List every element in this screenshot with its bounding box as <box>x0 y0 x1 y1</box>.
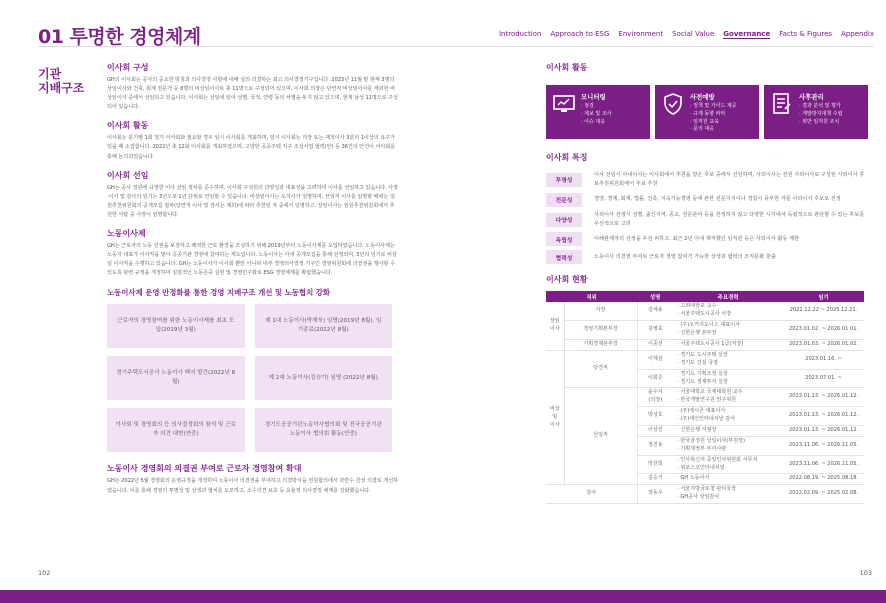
row-group: 비상임 이사 <box>546 350 564 484</box>
section-labor-director-text: GH는 근로자의 노동 인권을 보장하고 쾌적한 근로 환경을 조성하기 위해 2019년부터 노동이사제를 도입하였습니다. 노동이사제는 노동자 대표가 이사직을 맡아 공공기관 경영에 참여하는 제도입니다. 노동이사는 사내 공개모집을 통해 선정되며, 3년의 임기로 비상임 이사직을 수행하고 있습니다. GH는 노동이사가 이사회 뿐만 아니라 내부 경영의사결정 기구인 경영위원회에 의결권을 행사할 수 있도록 관련 규정을 개정하여 실질적인 노동존중 실현 및 경영민주화로 ESG 경영체계를 확립했습니다. <box>107 243 397 277</box>
milestone-box: 이사회 및 경영회의 등 의사결정회의 참석 및 근로자 의견 대변(연중) <box>107 408 245 452</box>
board-features-list <box>546 171 868 264</box>
section-board-activity-text: 이사회는 분기별 1회 정기 이사회와 필요할 경우 임시 이사회를 개최하며, 임시 이사회는 의장 또는 재적이사 3분의 1이상의 요구가 있을 때 소집합니다. 2022년 총 12회 이사회를 개최하였으며, 고양한 공공주택 지구 조성사업 협력(안) 등 36건의 안건이 이사회를 통해 논의되었습니다. <box>107 135 396 160</box>
row-name: 김승기 <box>637 474 673 485</box>
activity-item: · 이슈 대응 <box>581 118 606 125</box>
row-name: 이종선 <box>637 339 673 350</box>
row-name: 김세용 <box>637 302 673 320</box>
row-career <box>673 436 783 455</box>
career-item: · (주)대인인터내셔날 감사 <box>677 416 736 423</box>
activity-card-title: 사후관리 <box>799 93 824 101</box>
career-item: · 신한은행 지점장 <box>677 426 717 433</box>
milestone-box: 경기주택도시공사 노동이사 백서 발간(2022년 8월) <box>107 356 245 400</box>
monitor-icon <box>552 92 576 116</box>
row-term: 2023.07.01. ~ <box>783 369 864 388</box>
career-item: · 서울주택도시공사 1급(처장) <box>677 340 744 347</box>
feature-tag: 투명성 <box>546 173 582 187</box>
board-status-table <box>546 291 864 504</box>
table-row <box>546 321 864 340</box>
row-role: 경영기획본부장 <box>564 321 637 340</box>
table-row <box>546 339 864 350</box>
career-item: · 기획재정부 부이사관 <box>677 445 727 452</box>
row-name: 이희준 <box>637 369 673 388</box>
col-header-position: 직위 <box>546 291 637 302</box>
nav-environment[interactable]: Environment <box>618 30 664 38</box>
activity-card-monitoring <box>546 85 650 139</box>
section-voting-rights-title: 노동이사 경영회의 의결권 부여로 근로자 경영참여 확대 <box>107 464 302 474</box>
activity-item: · 문의 대응 <box>690 126 715 133</box>
row-role: 선임직 <box>564 388 637 485</box>
row-term: 2023.01.02. ~ 2026.01.01. <box>783 321 864 340</box>
row-role: 당연직 <box>564 350 637 388</box>
milestone-box: 경기도공공기관노동이사협의회 및 전국공공기관노동이사 협의회 활동(연중) <box>255 408 393 452</box>
feature-row <box>546 193 868 207</box>
board-activity-cards <box>546 85 868 139</box>
feature-desc: 이해관계자의 선정을 우선 피하고, 최근 2년 이내 재직했던 임직원 등은 사외이사 활동 제한 <box>594 235 800 242</box>
career-item: · 서울지방국토청 관리국장 <box>677 486 737 493</box>
row-career <box>673 321 783 340</box>
row-role: 기획경제본부장 <box>564 339 637 350</box>
left-column <box>107 62 399 496</box>
feature-row <box>546 171 868 189</box>
feature-tag: 다양성 <box>546 213 582 227</box>
row-term: 2023.11.06. ~ 2026.11.05. <box>783 455 864 474</box>
footer-bar <box>0 590 886 603</box>
table-row <box>546 350 864 369</box>
career-item: · 신한은행 본부장 <box>677 330 717 337</box>
row-career <box>673 485 783 504</box>
section-board-composition-title: 이사회 구성 <box>107 63 149 72</box>
header-divider <box>38 46 874 47</box>
row-name: 김병효 <box>637 321 673 340</box>
milestone-box: 제 2대 노동이사(김승기) 임명 (2022년 8월) <box>255 356 393 400</box>
board-status-body <box>546 302 864 503</box>
board-status-heading: 이사회 현황 <box>546 275 588 285</box>
row-career <box>673 388 783 407</box>
activity-item: · 정책 및 가이드 제공 <box>690 103 737 109</box>
feature-tag: 전문성 <box>546 193 582 207</box>
section-voting-rights-text: GH는 2022년 5월 경영회의 운영규정을 개정하여 노동이사 의결권을 부여하고 의결방식을 전원합의에서 과반수 찬성 의결로 개선하였습니다. 이를 통해 경영의 투명성 및 상생과 협치를 도모하고, 소수의견 보호 등 효율적 의사결정 체계를 강화했습니다. <box>107 478 398 494</box>
nav-appendix[interactable]: Appendix <box>841 30 874 38</box>
board-features-heading: 이사회 특징 <box>546 153 588 162</box>
section-labor-director-title: 노동이사제 <box>107 229 146 239</box>
row-career <box>673 474 783 485</box>
feature-tag: 독립성 <box>546 232 582 246</box>
activity-item: · 위반 임직원 조치 <box>799 118 840 125</box>
row-term: 2023.01.13. ~ 2026.01.12. <box>783 407 864 426</box>
activity-item: · 재발방지대책 수립 <box>799 110 843 117</box>
activity-card-title: 사전예방 <box>690 93 715 101</box>
row-term: 2023.01.13. ~ 2026.01.12. <box>783 425 864 436</box>
labor-director-subtitle: 노동이사제 운영 안정화를 통한 경영 지배구조 개선 및 노동협치 강화 <box>107 288 331 298</box>
nav-governance[interactable]: Governance <box>723 30 771 38</box>
section-board-composition-text: GH의 이사회는 공사의 중요한 방침과 의사결정 사항에 대해 심의·의결하는 최고 의사결정기구입니다. 2023년 11월 말 현재 3명의 상임이사와 건축, 회계 전문가 등 8명의 비상임이사로 총 11명으로 구성되어 있으며, 이사회 의장은 단연직 비상임이사를 제외한 비상임이사 중에서 선임되고 있습니다. 이사회는 선임에 있어 성별, 국적, 연령 등의 차별을 두지 않고 있으며, 현재 남성 11명으로 구성되어 있습니다. <box>107 77 398 111</box>
row-name: 장동우 <box>637 485 673 504</box>
activity-card-prevention <box>655 85 759 139</box>
col-header-career: 주요경력 <box>673 291 783 302</box>
col-header-term: 임기 <box>783 291 864 302</box>
row-career <box>673 455 783 474</box>
row-name: 이상진 <box>637 425 673 436</box>
feature-desc: 노동이사 의결권 부여로 근로자 경영 참여가 가능한 상생과 협력의 조직문화 창출 <box>594 253 776 260</box>
section-board-appointment-text: GH는 공사 정관에 규정한 이사 선임 절차를 준수하며, 이사회 구성원의 다양성과 대표성을 고려하여 이사를 선임하고 있습니다. 사장·이사 및 감사의 임기는 3년으로 1년 단위로 연임할 수 있습니다. 비상임이사는 도지사가 임명하며, 선임직 이사를 임명할 때에는 임원추천위원회의 공개모집 절차(당연직 이사 및 감사는 제외)에 따라 추천된 자 중에서 임명하고, 상임이사는 임원추천위원회에서 추천한 사람 중 사장이 임명합니다. <box>107 184 398 218</box>
milestone-box: 제 1대 노동이사(박재욱) 임명(2019년 8월), 임기종료(2022년 8월) <box>255 304 393 348</box>
row-name: 박찬희 <box>637 455 673 474</box>
side-title-line2: 지배구조 <box>38 80 85 95</box>
feature-row <box>546 232 868 246</box>
row-term: 2022.08.19. ~ 2025.08.18. <box>783 474 864 485</box>
career-item: · 한국감정원 상임이사(부원장) <box>677 437 745 444</box>
career-item: · 고려대학교 교수 <box>677 303 717 310</box>
career-item: · GH공사 상임감사 <box>677 494 720 501</box>
row-name: 윤우식 (의장) <box>637 388 673 407</box>
row-term: 2022.12.22 ~ 2025.12.21. <box>783 302 864 320</box>
feature-desc: 사외이사 선정시 성별, 출신지역, 종교, 전문분야 등을 한정하지 않고 다양한 시각에서 독립적으로 판단할 수 있는 후보를 우선적으로 고려 <box>594 211 865 227</box>
table-row <box>546 485 864 504</box>
section-board-activity-title: 이사회 활동 <box>107 121 149 131</box>
row-career <box>673 302 783 320</box>
row-career <box>673 425 783 436</box>
feature-row <box>546 211 868 229</box>
career-item: · (주)엑시콘 대표이사 <box>677 408 726 415</box>
activity-item: · 점검 <box>581 103 594 109</box>
shield-icon <box>661 92 685 116</box>
career-item: · 서울주택도시공사 사장 <box>677 311 732 318</box>
document-icon <box>770 92 794 116</box>
row-group: 상임 이사 <box>546 302 564 350</box>
row-group: 감사 <box>546 485 637 504</box>
career-item: · 서울대학교 국제대학원 교수 <box>677 389 743 396</box>
row-career <box>673 369 783 388</box>
row-name: 정진용 <box>637 436 673 455</box>
activity-item: · 규제 동향 파악 <box>690 110 726 117</box>
row-term: 2023.01.13. ~ 2026.01.12. <box>783 388 864 407</box>
milestone-box: 근로자의 경영참여를 위한 노동이사제를 최초 도입(2019년 3월) <box>107 304 245 348</box>
nav-facts-figures[interactable]: Facts & Figures <box>779 30 833 38</box>
labor-director-milestones <box>107 304 392 452</box>
nav-social-value[interactable]: Social Value <box>672 30 715 38</box>
section-nav <box>499 30 874 39</box>
career-item: · 경기도 경제투자 실장 <box>677 378 728 385</box>
page-number-left: 102 <box>38 569 51 577</box>
career-item: · GH 노동이사 <box>677 475 710 482</box>
activity-item: · 임직원 교육 <box>690 118 719 125</box>
section-board-appointment-title: 이사회 선임 <box>107 170 149 180</box>
side-title <box>38 68 84 96</box>
table-row <box>546 388 864 407</box>
career-item: · 인사혁신처 중앙인사위원회 사무처 <box>677 456 758 463</box>
row-term: 2022.02.09. ~ 2025.02.08. <box>783 485 864 504</box>
activity-card-follow-up <box>764 85 868 139</box>
nav-approach-to-esg[interactable]: Approach to ESG <box>550 30 610 38</box>
activity-item: · 제보 및 조사 <box>581 110 612 117</box>
career-item: · 경기도 도시주택 실장 <box>677 351 728 358</box>
career-item: · (주)오키지도니스 대표이사 <box>677 322 741 329</box>
row-name: 박성호 <box>637 407 673 426</box>
feature-desc: 경영, 경제, 회계, 법률, 건축, 지속가능경영 등에 관한 전문지식이나 경험이 풍부한 자를 사외이사 후보로 선정 <box>594 196 841 203</box>
row-term: 2023.01.16. ~ <box>783 350 864 369</box>
side-title-line1: 기관 <box>38 67 62 81</box>
career-item: · 경기도 기획조정 실장 <box>677 370 728 377</box>
feature-desc: 이사 선임시 사내이사는 이사회에서 추천을 받은 후보 중에서 선임하며, 사외이사는 전원 사외이사로 구성된 사외이사 후보추천위원회에서 후보 추천 <box>594 172 865 187</box>
career-item: · 한국개발연구원 연구위원 <box>677 397 737 404</box>
col-header-name: 성명 <box>637 291 673 302</box>
page-title: 01 투명한 경영체계 <box>38 26 201 48</box>
board-activity-heading: 이사회 활동 <box>546 63 588 72</box>
row-term: 2023.01.03. ~ 2026.01.02. <box>783 339 864 350</box>
table-header-row <box>546 291 864 302</box>
career-item: · 위포스코인터내셔널 <box>677 464 725 471</box>
nav-introduction[interactable]: Introduction <box>498 30 542 38</box>
row-career <box>673 339 783 350</box>
row-career <box>673 407 783 426</box>
row-term: 2023.11.06. ~ 2026.11.05. <box>783 436 864 455</box>
row-role: 사장 <box>564 302 637 320</box>
right-column <box>546 62 868 504</box>
career-item: · 경기도 건설 국장 <box>677 359 718 366</box>
page-number-right: 103 <box>859 569 872 577</box>
feature-row <box>546 250 868 264</box>
row-name: 이계삼 <box>637 350 673 369</box>
activity-card-title: 모니터링 <box>581 93 606 101</box>
feature-tag: 협력성 <box>546 250 582 264</box>
row-career <box>673 350 783 369</box>
table-row <box>546 302 864 320</box>
activity-item: · 결과 분석 및 평가 <box>799 103 841 109</box>
